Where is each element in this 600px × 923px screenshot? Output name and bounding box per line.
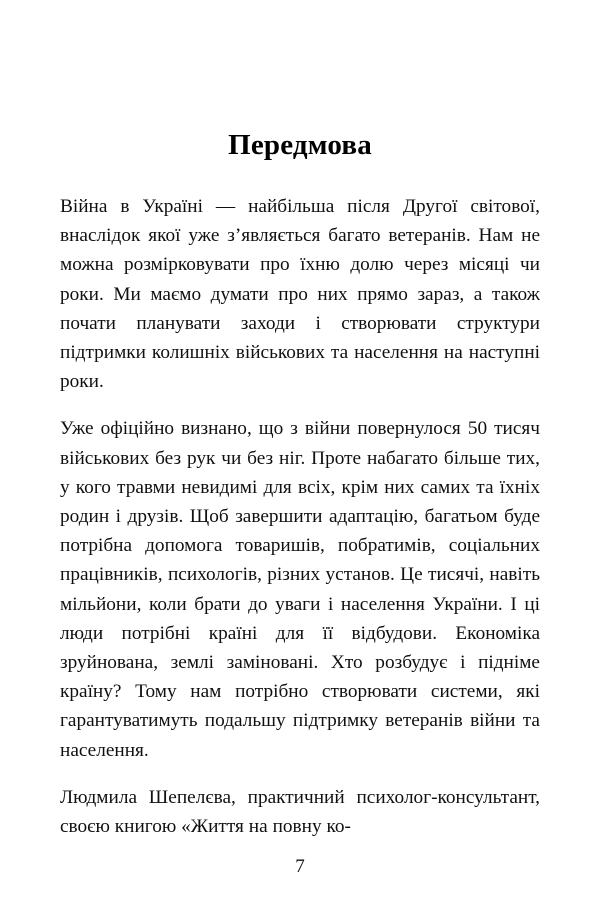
body-paragraph: Війна в Україні — найбільша після Другої світової, внаслідок якої уже з’являється багато ветеранів. Нам не можна розмірковувати про їхню долю через місяці чи роки. Ми маємо думати про них прямо зараз, а також почати планувати заходи і створювати структури підтримки колишніх військових та населення на наступні роки.	[60, 196, 540, 393]
body-text-block	[60, 192, 540, 841]
page-title: Передмова	[228, 129, 372, 161]
page-number: 7	[295, 856, 305, 877]
body-paragraph: Уже офіційно визнано, що з війни повернулося 50 тисяч військових без рук чи без ніг. Проте набагато більше тих, у кого травми невидимі для всіх, крім них самих та їхніх родин і друзів. Щоб завершити адаптацію, багатьом буде потрібна допомога товаришів, побратимів, соціальних працівників, психологів, різних установ. Це тисячі, навіть мільйони, коли брати до уваги і населення України. І ці люди потрібні країні для її відбудови. Економіка зруйнована, землі заміновані. Хто розбудує і підніме країну? Тому нам потрібно створювати системи, які гарантуватимуть подальшу підтримку ветеранів війни та населення.	[60, 418, 540, 761]
body-paragraph: Людмила Шепелєва, практичний психолог-консультант, своєю книгою «Життя на повну ко-	[60, 786, 540, 838]
